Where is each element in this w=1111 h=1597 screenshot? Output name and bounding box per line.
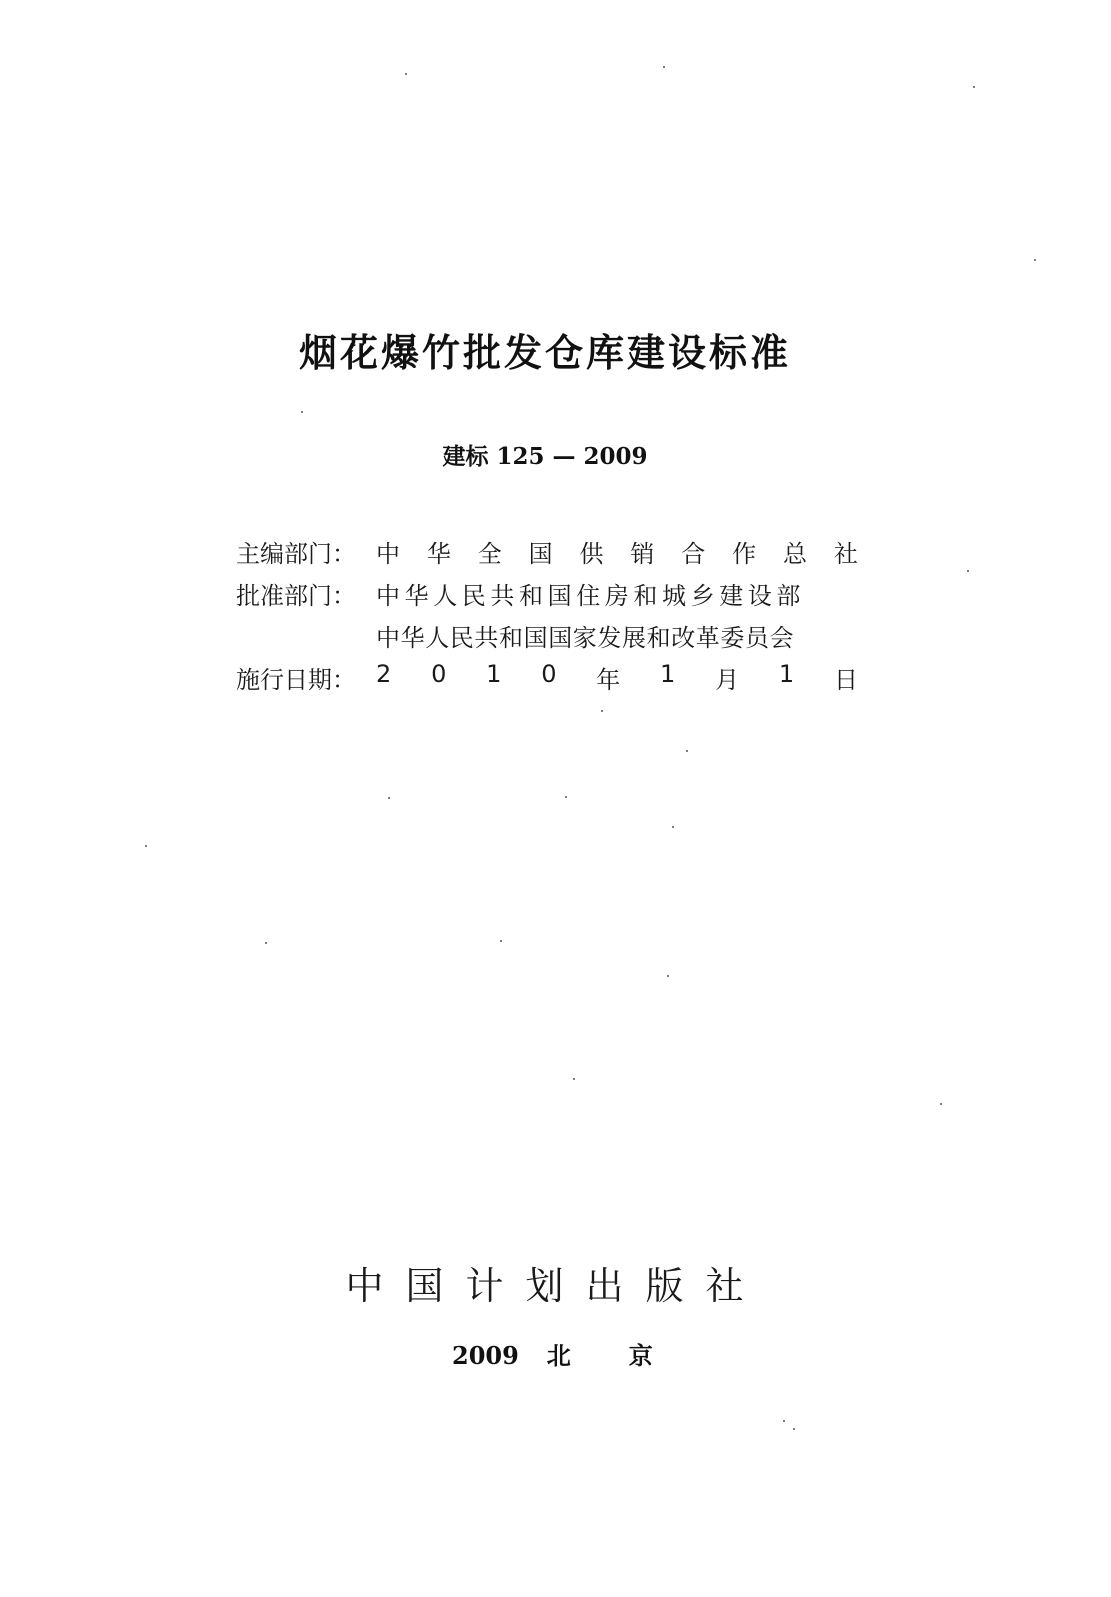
publication-year: 2009 [452,1341,519,1370]
scan-speck [667,975,669,977]
date-char: 日 [833,665,858,694]
editor-value [376,534,858,569]
approver-value-line1: 中华人民共和国住房和城乡建设部 [376,581,805,610]
scan-speck [388,797,390,799]
approver-row-continued [236,614,876,656]
scan-speck [793,1428,795,1430]
editor-char: 作 [732,539,757,568]
editor-char: 国 [528,539,553,568]
editor-char: 全 [477,539,502,568]
date-char: 年 [596,665,621,694]
editor-char: 华 [426,539,451,568]
date-value [376,660,858,695]
date-char: 1 [486,659,502,688]
editor-char: 总 [783,539,807,568]
date-char: 2 [376,659,392,688]
editor-char: 合 [681,539,706,568]
date-char: 月 [715,665,740,694]
scan-speck [663,66,665,68]
approver-row [236,572,876,614]
scan-speck [265,942,267,944]
scan-speck [405,73,407,75]
info-block [236,530,876,698]
scan-speck [601,710,603,712]
document-title: 烟花爆竹批发仓库建设标准 [298,331,791,375]
publisher-name: 中国计划出版社 [345,1264,766,1308]
scan-speck [565,796,567,798]
scan-speck [500,940,502,942]
scan-speck [686,750,688,752]
date-row [236,656,876,698]
editor-char: 销 [630,539,655,568]
date-label: 施行日期： [236,665,356,694]
editor-char: 供 [579,539,604,568]
publication-city: 北京 [546,1341,711,1370]
scan-speck [940,1103,942,1105]
editor-label: 主编部门： [236,539,356,568]
editor-char: 中 [376,539,400,568]
date-char: 1 [778,659,795,688]
scan-speck [973,86,975,88]
date-char: 0 [541,659,557,688]
standard-number: 建标 125 — 2009 [442,443,648,470]
approver-label: 批准部门： [236,581,356,610]
scan-speck [967,570,969,572]
date-char: 0 [431,659,447,688]
scan-speck [573,1078,575,1080]
scan-speck [672,826,674,828]
editor-char: 社 [833,539,858,568]
date-char: 1 [660,659,676,688]
scan-speck [145,845,147,847]
scan-speck [1034,259,1036,261]
editor-row [236,530,876,572]
publication-line [452,1336,711,1371]
scan-speck [301,411,303,413]
approver-value-line2: 中华人民共和国国家发展和改革委员会 [376,623,795,652]
scan-speck [783,1420,785,1422]
